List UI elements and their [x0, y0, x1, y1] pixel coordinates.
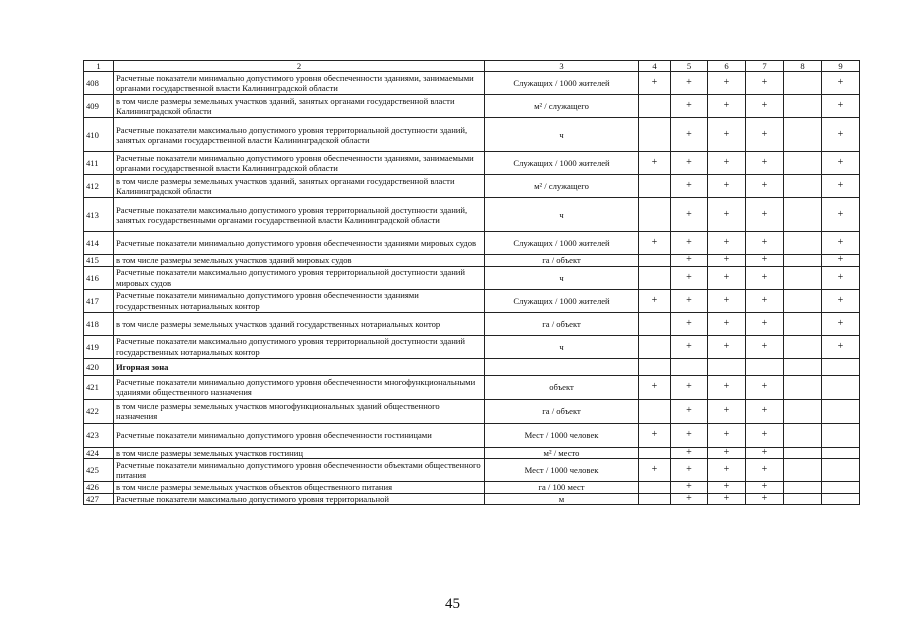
applicability-mark: +: [822, 118, 860, 152]
unit-of-measure: [485, 358, 639, 375]
applicability-mark: [784, 447, 822, 458]
column-header: 3: [485, 61, 639, 72]
applicability-mark: +: [746, 152, 784, 175]
column-header: 2: [114, 61, 485, 72]
row-number: 420: [84, 358, 114, 375]
applicability-mark: [784, 482, 822, 493]
table-row: [84, 266, 860, 289]
page-number: 45: [445, 596, 460, 612]
row-number: 418: [84, 312, 114, 335]
applicability-mark: +: [708, 289, 746, 312]
indicator-name: в том числе размеры земельных участков объектов общественного питания: [114, 482, 485, 493]
unit-of-measure: га / объект: [485, 255, 639, 266]
unit-of-measure: объект: [485, 375, 639, 399]
table-row: [84, 423, 860, 447]
applicability-mark: +: [708, 335, 746, 358]
applicability-mark: +: [708, 375, 746, 399]
applicability-mark: [639, 175, 671, 198]
unit-of-measure: ч: [485, 118, 639, 152]
row-number: 415: [84, 255, 114, 266]
row-number: 417: [84, 289, 114, 312]
column-header: 4: [639, 61, 671, 72]
applicability-mark: +: [671, 399, 708, 423]
applicability-mark: [784, 423, 822, 447]
applicability-mark: +: [639, 423, 671, 447]
indicator-name: в том числе размеры земельных участков зданий мировых судов: [114, 255, 485, 266]
applicability-mark: +: [746, 175, 784, 198]
applicability-mark: +: [746, 335, 784, 358]
applicability-mark: +: [746, 447, 784, 458]
applicability-mark: +: [671, 312, 708, 335]
table-row: [84, 335, 860, 358]
unit-of-measure: Служащих / 1000 жителей: [485, 232, 639, 255]
applicability-mark: +: [822, 175, 860, 198]
indicator-name: Расчетные показатели минимально допустимого уровня обеспеченности многофункциональными зданиями общественного назначения: [114, 375, 485, 399]
applicability-mark: +: [639, 459, 671, 482]
applicability-mark: [822, 482, 860, 493]
column-header: 6: [708, 61, 746, 72]
indicator-name: Расчетные показатели минимально допустимого уровня обеспеченности зданиями, занимаемыми органами государственной власти Калининградской области: [114, 72, 485, 95]
row-number: 423: [84, 423, 114, 447]
row-number: 410: [84, 118, 114, 152]
applicability-mark: +: [822, 335, 860, 358]
applicability-mark: +: [708, 175, 746, 198]
applicability-mark: [822, 423, 860, 447]
applicability-mark: +: [671, 423, 708, 447]
applicability-mark: +: [639, 232, 671, 255]
applicability-mark: [784, 459, 822, 482]
applicability-mark: [822, 459, 860, 482]
unit-of-measure: га / объект: [485, 312, 639, 335]
applicability-mark: [784, 152, 822, 175]
row-number: 408: [84, 72, 114, 95]
unit-of-measure: Служащих / 1000 жителей: [485, 289, 639, 312]
unit-of-measure: ч: [485, 198, 639, 232]
indicator-name: Расчетные показатели максимально допустимого уровня территориальной доступности зданий государственных нотариальных контор: [114, 335, 485, 358]
indicators-table: [83, 60, 860, 505]
table-row: [84, 447, 860, 458]
applicability-mark: +: [708, 198, 746, 232]
applicability-mark: [639, 312, 671, 335]
column-header: 1: [84, 61, 114, 72]
applicability-mark: +: [708, 266, 746, 289]
applicability-mark: [784, 255, 822, 266]
table-row: [84, 459, 860, 482]
applicability-mark: +: [671, 232, 708, 255]
applicability-mark: [639, 198, 671, 232]
table-row: [84, 95, 860, 118]
applicability-mark: +: [708, 152, 746, 175]
column-header: 5: [671, 61, 708, 72]
applicability-mark: +: [708, 72, 746, 95]
indicator-name: Расчетные показатели максимально допустимого уровня территориальной: [114, 493, 485, 504]
applicability-mark: +: [671, 375, 708, 399]
applicability-mark: +: [639, 152, 671, 175]
applicability-mark: [784, 72, 822, 95]
indicator-name: Игорная зона: [114, 358, 485, 375]
applicability-mark: +: [671, 118, 708, 152]
applicability-mark: +: [746, 493, 784, 504]
unit-of-measure: м² / служащего: [485, 175, 639, 198]
table-row: [84, 72, 860, 95]
applicability-mark: +: [822, 72, 860, 95]
column-header: 9: [822, 61, 860, 72]
row-number: 425: [84, 459, 114, 482]
row-number: 409: [84, 95, 114, 118]
applicability-mark: +: [822, 312, 860, 335]
applicability-mark: [784, 312, 822, 335]
applicability-mark: [784, 493, 822, 504]
applicability-mark: +: [822, 266, 860, 289]
applicability-mark: +: [708, 118, 746, 152]
indicator-name: в том числе размеры земельных участков зданий, занятых органами государственной власти Калининградской области: [114, 175, 485, 198]
applicability-mark: +: [708, 482, 746, 493]
applicability-mark: +: [671, 175, 708, 198]
applicability-mark: [784, 118, 822, 152]
unit-of-measure: га / объект: [485, 399, 639, 423]
table-row: [84, 232, 860, 255]
applicability-mark: [784, 399, 822, 423]
table-row: [84, 375, 860, 399]
row-number: 424: [84, 447, 114, 458]
applicability-mark: [639, 118, 671, 152]
row-number: 414: [84, 232, 114, 255]
applicability-mark: [784, 266, 822, 289]
applicability-mark: [671, 358, 708, 375]
row-number: 421: [84, 375, 114, 399]
table-row: [84, 255, 860, 266]
indicator-name: Расчетные показатели минимально допустимого уровня обеспеченности объектами общественного питания: [114, 459, 485, 482]
applicability-mark: [784, 95, 822, 118]
applicability-mark: +: [708, 255, 746, 266]
applicability-mark: +: [671, 152, 708, 175]
applicability-mark: +: [822, 255, 860, 266]
unit-of-measure: Служащих / 1000 жителей: [485, 152, 639, 175]
column-number-row: [84, 61, 860, 72]
applicability-mark: +: [671, 459, 708, 482]
applicability-mark: +: [671, 447, 708, 458]
applicability-mark: +: [671, 266, 708, 289]
row-number: 419: [84, 335, 114, 358]
applicability-mark: +: [708, 493, 746, 504]
applicability-mark: +: [639, 289, 671, 312]
applicability-mark: [639, 493, 671, 504]
applicability-mark: +: [708, 423, 746, 447]
row-number: 426: [84, 482, 114, 493]
table-row: [84, 399, 860, 423]
applicability-mark: [784, 335, 822, 358]
table-row: [84, 198, 860, 232]
unit-of-measure: га / 100 мест: [485, 482, 639, 493]
applicability-mark: [784, 358, 822, 375]
applicability-mark: +: [671, 289, 708, 312]
applicability-mark: +: [822, 232, 860, 255]
table-row: [84, 175, 860, 198]
applicability-mark: +: [639, 375, 671, 399]
applicability-mark: +: [671, 255, 708, 266]
unit-of-measure: м² / служащего: [485, 95, 639, 118]
applicability-mark: +: [708, 312, 746, 335]
applicability-mark: +: [671, 198, 708, 232]
applicability-mark: [639, 335, 671, 358]
unit-of-measure: м: [485, 493, 639, 504]
applicability-mark: +: [822, 198, 860, 232]
applicability-mark: +: [746, 198, 784, 232]
applicability-mark: [822, 493, 860, 504]
applicability-mark: [639, 482, 671, 493]
applicability-mark: +: [822, 152, 860, 175]
applicability-mark: +: [746, 289, 784, 312]
indicator-name: Расчетные показатели минимально допустимого уровня обеспеченности зданиями государственных нотариальных контор: [114, 289, 485, 312]
indicator-name: в том числе размеры земельных участков многофункциональных зданий общественного назначения: [114, 399, 485, 423]
applicability-mark: [822, 358, 860, 375]
applicability-mark: [784, 175, 822, 198]
applicability-mark: +: [822, 289, 860, 312]
applicability-mark: +: [746, 266, 784, 289]
applicability-mark: [639, 399, 671, 423]
applicability-mark: [639, 266, 671, 289]
unit-of-measure: ч: [485, 335, 639, 358]
applicability-mark: +: [639, 72, 671, 95]
applicability-mark: +: [746, 482, 784, 493]
table-row: [84, 493, 860, 504]
applicability-mark: +: [671, 95, 708, 118]
unit-of-measure: Мест / 1000 человек: [485, 459, 639, 482]
applicability-mark: +: [746, 399, 784, 423]
applicability-mark: [639, 447, 671, 458]
row-number: 427: [84, 493, 114, 504]
applicability-mark: [639, 255, 671, 266]
row-number: 416: [84, 266, 114, 289]
indicator-name: Расчетные показатели минимально допустимого уровня обеспеченности зданиями мировых судов: [114, 232, 485, 255]
applicability-mark: +: [671, 482, 708, 493]
applicability-mark: +: [746, 312, 784, 335]
indicator-name: в том числе размеры земельных участков зданий государственных нотариальных контор: [114, 312, 485, 335]
unit-of-measure: ч: [485, 266, 639, 289]
applicability-mark: +: [746, 232, 784, 255]
applicability-mark: +: [746, 423, 784, 447]
applicability-mark: [784, 289, 822, 312]
applicability-mark: +: [746, 118, 784, 152]
row-number: 422: [84, 399, 114, 423]
applicability-mark: [822, 447, 860, 458]
table-row: [84, 482, 860, 493]
table-row: [84, 358, 860, 375]
column-header: 7: [746, 61, 784, 72]
indicator-name: Расчетные показатели максимально допустимого уровня территориальной доступности зданий мировых судов: [114, 266, 485, 289]
indicator-name: Расчетные показатели минимально допустимого уровня обеспеченности гостиницами: [114, 423, 485, 447]
applicability-mark: +: [746, 72, 784, 95]
table-body: [84, 72, 860, 505]
applicability-mark: [708, 358, 746, 375]
row-number: 413: [84, 198, 114, 232]
applicability-mark: [639, 358, 671, 375]
applicability-mark: +: [708, 399, 746, 423]
unit-of-measure: Мест / 1000 человек: [485, 423, 639, 447]
table-row: [84, 152, 860, 175]
applicability-mark: +: [671, 493, 708, 504]
table-row: [84, 118, 860, 152]
indicator-name: в том числе размеры земельных участков гостиниц: [114, 447, 485, 458]
applicability-mark: [822, 375, 860, 399]
unit-of-measure: Служащих / 1000 жителей: [485, 72, 639, 95]
applicability-mark: +: [746, 459, 784, 482]
indicator-name: Расчетные показатели максимально допустимого уровня территориальной доступности зданий, занятых государственными органами государственной власти Калининградской области: [114, 198, 485, 232]
applicability-mark: [784, 375, 822, 399]
applicability-mark: [822, 399, 860, 423]
indicator-name: в том числе размеры земельных участков зданий, занятых органами государственной власти Калининградской области: [114, 95, 485, 118]
row-number: 412: [84, 175, 114, 198]
applicability-mark: +: [746, 95, 784, 118]
applicability-mark: [639, 95, 671, 118]
indicator-name: Расчетные показатели минимально допустимого уровня обеспеченности зданиями, занимаемыми органами государственной власти Калининградской области: [114, 152, 485, 175]
applicability-mark: +: [708, 232, 746, 255]
applicability-mark: +: [746, 375, 784, 399]
applicability-mark: +: [671, 335, 708, 358]
applicability-mark: +: [708, 459, 746, 482]
applicability-mark: +: [708, 447, 746, 458]
column-header: 8: [784, 61, 822, 72]
applicability-mark: +: [708, 95, 746, 118]
applicability-mark: [784, 232, 822, 255]
table-row: [84, 289, 860, 312]
applicability-mark: +: [822, 95, 860, 118]
unit-of-measure: м² / место: [485, 447, 639, 458]
indicator-name: Расчетные показатели максимально допустимого уровня территориальной доступности зданий, занятых органами государственной власти Калининградской области: [114, 118, 485, 152]
row-number: 411: [84, 152, 114, 175]
table-row: [84, 312, 860, 335]
applicability-mark: +: [746, 255, 784, 266]
applicability-mark: +: [671, 72, 708, 95]
applicability-mark: [784, 198, 822, 232]
applicability-mark: [746, 358, 784, 375]
